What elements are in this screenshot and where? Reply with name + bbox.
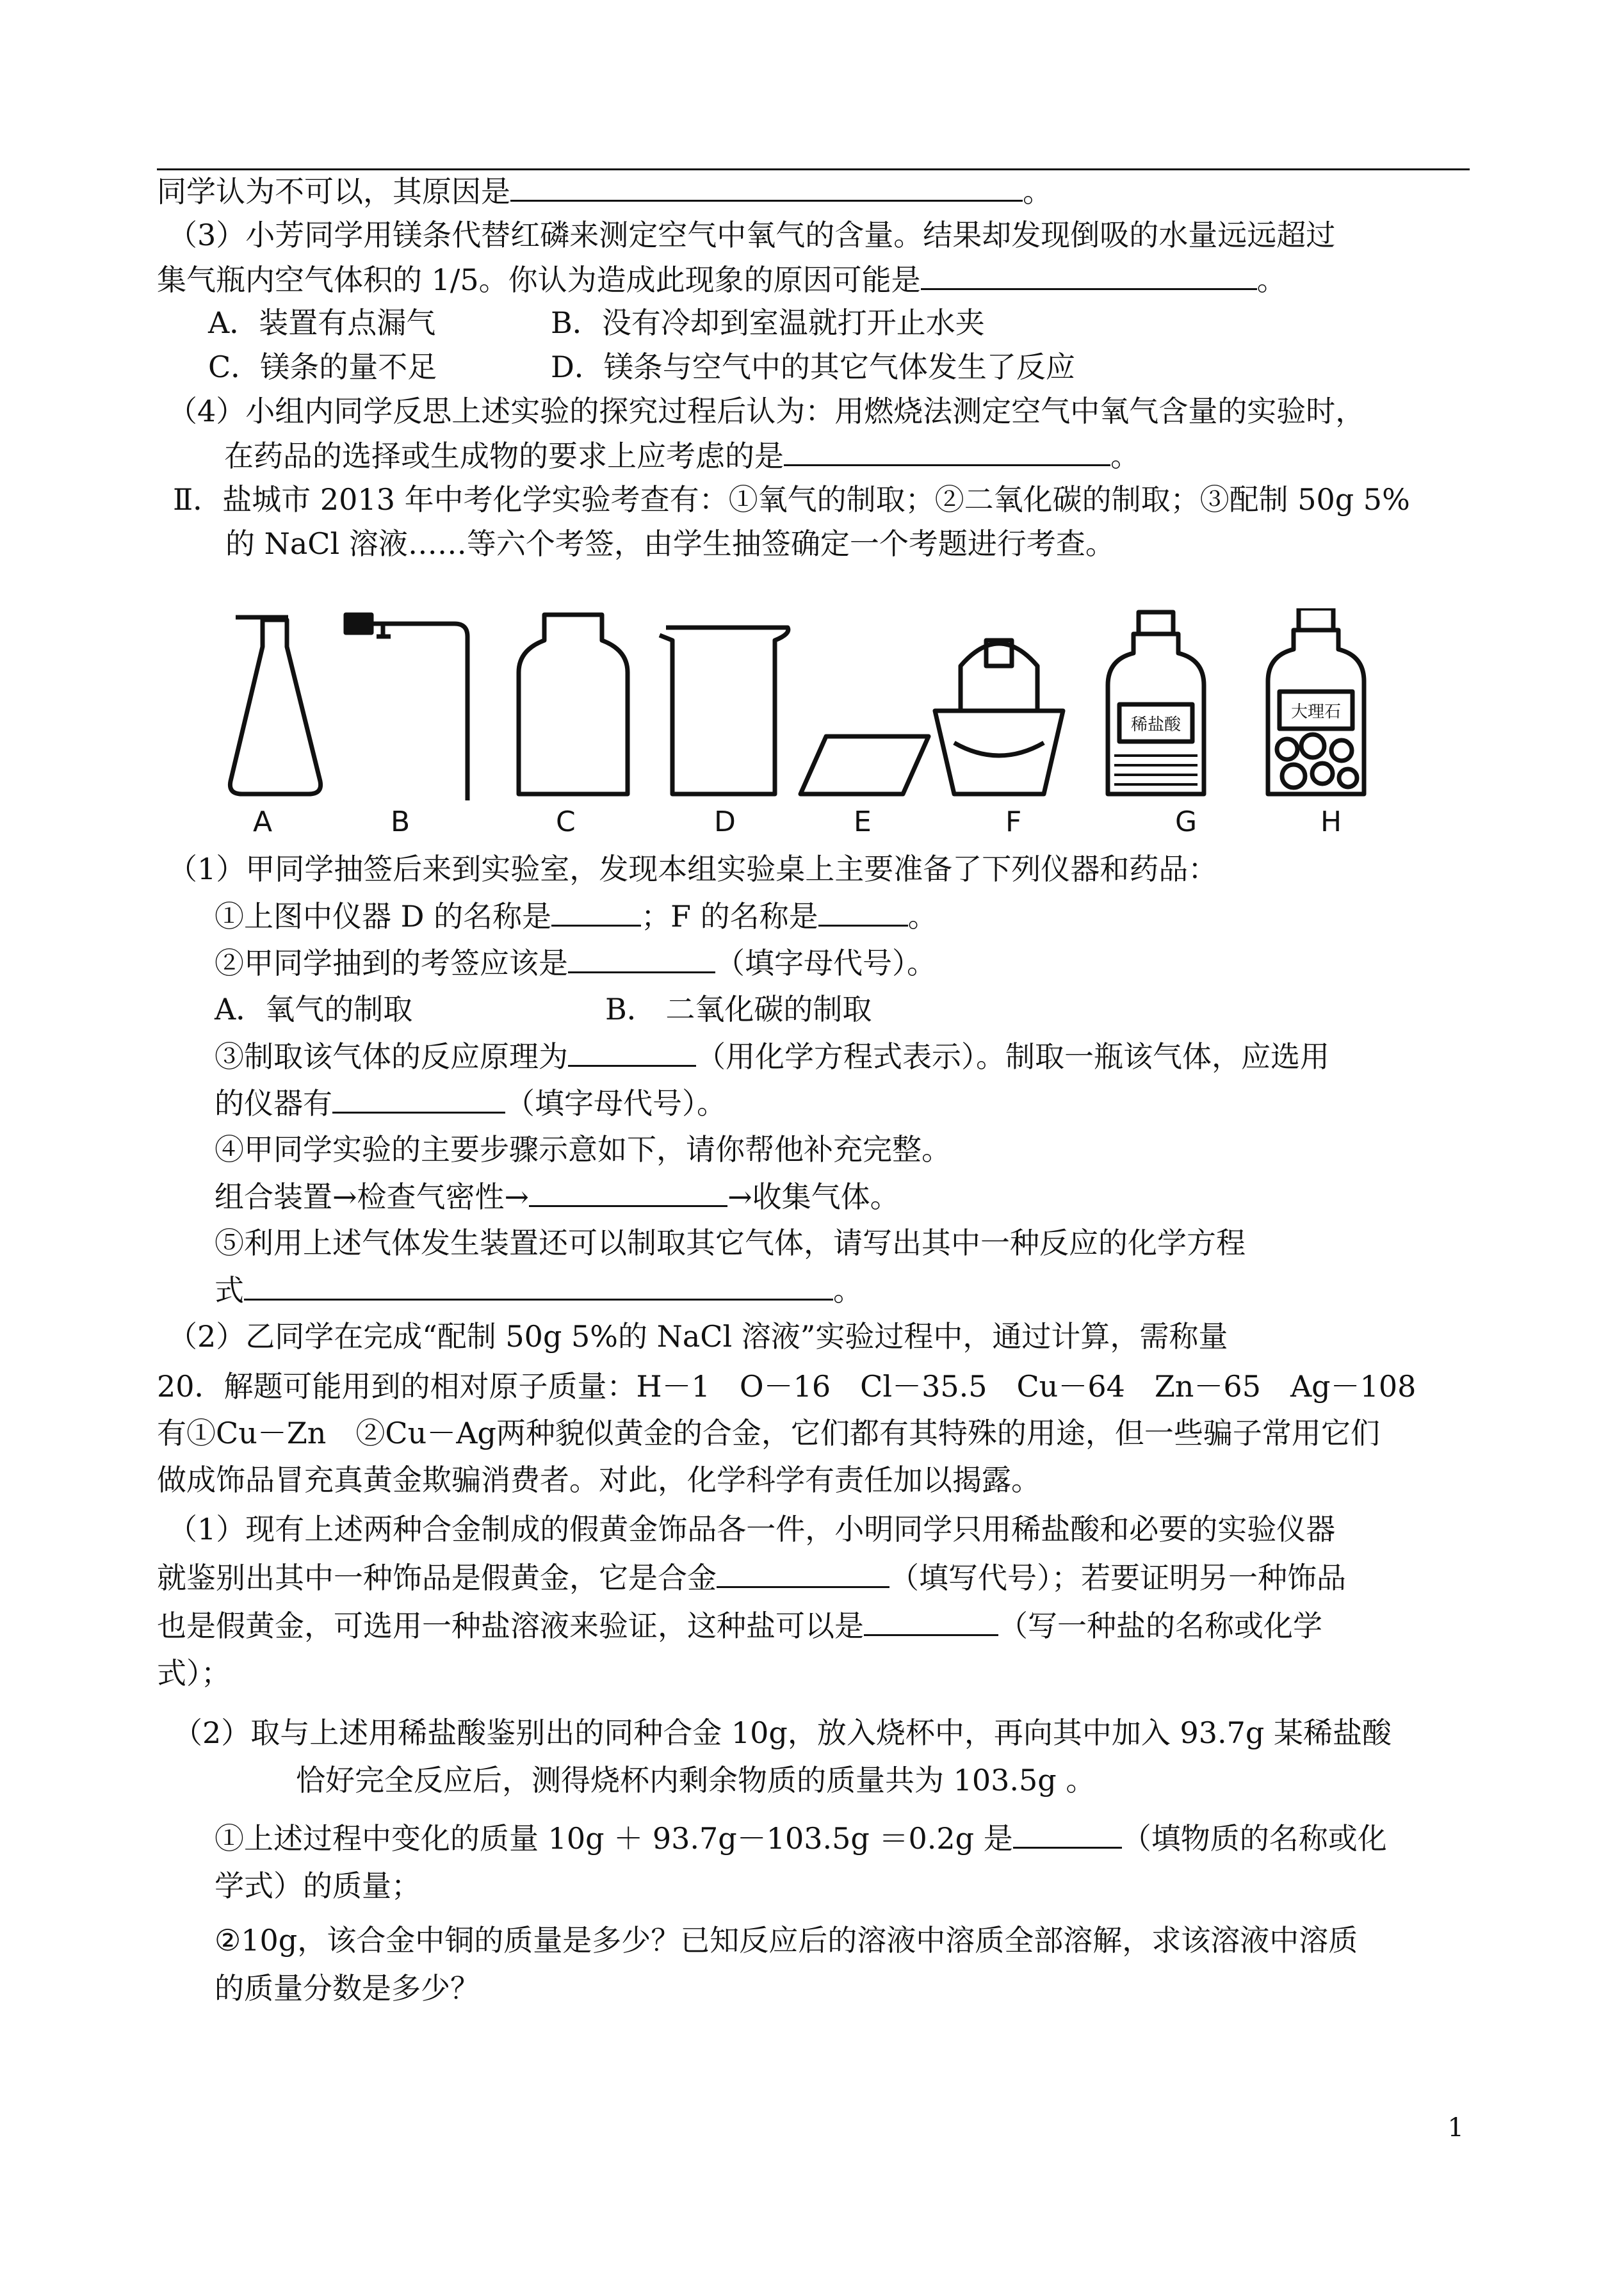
figure-label-e: E <box>854 806 872 838</box>
basket-stand-icon <box>935 640 1063 794</box>
question-ii-1-1 <box>215 896 938 936</box>
answer-blank[interactable] <box>568 943 715 973</box>
glass-slide-icon <box>800 736 929 794</box>
question-ii-1-3-cont <box>215 1083 726 1123</box>
text: （用化学方程式表示）。制取一瓶该气体，应选用 <box>696 1039 1329 1074</box>
gas-jar-icon <box>519 615 628 794</box>
bottle-g-label: 稀盐酸 <box>1130 715 1181 734</box>
text: 。 <box>907 899 938 934</box>
question-ii-1-5: ⑤利用上述气体发生装置还可以制取其它气体，请写出其中一种反应的化学方程 <box>215 1226 1246 1260</box>
problem-20-1-cont2 <box>157 1606 1322 1645</box>
text: 的仪器有 <box>215 1086 332 1121</box>
answer-blank[interactable] <box>818 896 908 927</box>
question-ii-1-5-cont <box>215 1270 863 1310</box>
text: 式 <box>215 1273 244 1308</box>
question-4-cont <box>224 436 1140 475</box>
question-3-cont <box>157 260 1287 299</box>
text: ；F 的名称是 <box>641 899 818 934</box>
answer-blank[interactable] <box>717 1558 889 1588</box>
delivery-tube-icon <box>346 615 467 800</box>
answer-blank[interactable] <box>551 896 641 927</box>
problem-20-2-2: ②10g，该合金中铜的质量是多少？已知反应后的溶液中溶质全部溶解，求该溶液中溶质 <box>215 1923 1358 1958</box>
bottle-h-label: 大理石 <box>1290 702 1342 722</box>
text: 同学认为不可以，其原因是 <box>157 174 510 209</box>
answer-blank[interactable] <box>784 436 1110 466</box>
text: 。 <box>1023 174 1052 209</box>
text: 就鉴别出其中一种饰品是假黄金，它是合金 <box>157 1561 717 1595</box>
answer-blank[interactable] <box>510 172 1023 202</box>
line-reason <box>157 172 1052 211</box>
answer-blank[interactable] <box>921 260 1257 290</box>
q1-option-b: B． 二氧化碳的制取 <box>605 992 872 1026</box>
problem-20-2-cont: 恰好完全反应后，测得烧杯内剩余物质的质量共为 103.5g 。 <box>296 1763 1096 1797</box>
q1-option-a: A．氧气的制取 <box>215 992 413 1026</box>
figure-label-f: F <box>1005 806 1022 838</box>
question-3: （3）小芳同学用镁条代替红磷来测定空气中氧气的含量。结果却发现倒吸的水量远远超过 <box>168 218 1336 252</box>
figure-label-h: H <box>1320 806 1342 838</box>
text: ②甲同学抽到的考签应该是 <box>215 946 568 980</box>
problem-20-1: （1）现有上述两种合金制成的假黄金饰品各一件，小明同学只用稀盐酸和必要的实验仪器 <box>168 1512 1336 1546</box>
text: 在药品的选择或生成物的要求上应考虑的是 <box>224 439 784 473</box>
problem-20-2-1-cont: 学式）的质量； <box>215 1869 421 1903</box>
section-ii: Ⅱ．盐城市 2013 年中考化学实验考查有：①氧气的制取；②二氧化碳的制取；③配制 50g 5% <box>173 482 1410 517</box>
text: 。 <box>1110 439 1140 473</box>
question-ii-1-4: ④甲同学实验的主要步骤示意如下，请你帮他补充完整。 <box>215 1132 951 1167</box>
text: （填字母代号）。 <box>505 1086 726 1121</box>
option-a: A．装置有点漏气 <box>208 305 436 340</box>
erlenmeyer-flask-icon <box>230 617 320 794</box>
reagent-bottle-h-icon <box>1268 608 1364 794</box>
problem-20-1-cont3: 式）； <box>157 1656 231 1691</box>
figure-label-d: D <box>714 806 736 838</box>
problem-20-1-cont <box>157 1558 1346 1597</box>
text: （填写代号）；若要证明另一种饰品 <box>889 1561 1346 1595</box>
question-ii-1: （1）甲同学抽签后来到实验室，发现本组实验桌上主要准备了下列仪器和药品： <box>168 852 1218 886</box>
text: ③制取该气体的反应原理为 <box>215 1039 568 1074</box>
answer-blank[interactable] <box>1013 1819 1122 1849</box>
text: （写一种盐的名称或化学 <box>998 1609 1322 1643</box>
option-c: C．镁条的量不足 <box>208 350 437 384</box>
text: （填物质的名称或化 <box>1121 1821 1387 1856</box>
text: 组合装置→检查气密性→ <box>215 1180 530 1214</box>
answer-blank[interactable] <box>332 1083 505 1114</box>
question-ii-2: （2）乙同学在完成“配制 50g 5%的 NaCl 溶液”实验过程中，通过计算，需称量 <box>168 1319 1228 1354</box>
text: 。 <box>833 1273 863 1308</box>
figure-label-c: C <box>556 806 576 838</box>
text: 也是假黄金，可选用一种盐溶液来验证，这种盐可以是 <box>157 1609 864 1643</box>
figure-label-g: G <box>1175 806 1198 838</box>
text: 集气瓶内空气体积的 1/5。你认为造成此现象的原因可能是 <box>157 263 921 297</box>
figure-label-b: B <box>391 806 410 838</box>
text: ①上述过程中变化的质量 10g ＋ 93.7g－103.5g ＝0.2g 是 <box>215 1821 1013 1856</box>
option-b: B．没有冷却到室温就打开止水夹 <box>551 305 985 340</box>
reagent-bottle-g-icon <box>1108 612 1204 794</box>
question-ii-1-3 <box>215 1037 1329 1076</box>
question-ii-1-4-steps <box>215 1177 900 1216</box>
answer-blank[interactable] <box>529 1177 727 1207</box>
top-rule <box>157 168 1470 170</box>
answer-blank[interactable] <box>244 1270 833 1301</box>
problem-20-intro-cont: 做成饰品冒充真黄金欺骗消费者。对此，化学科学有责任加以揭露。 <box>157 1463 1041 1497</box>
beaker-icon <box>660 628 788 794</box>
text: →收集气体。 <box>727 1180 900 1214</box>
problem-20-intro: 有①Cu－Zn ②Cu－Ag两种貌似黄金的合金，它们都有其特殊的用途，但一些骗子常用它们 <box>157 1416 1380 1450</box>
question-4: （4）小组内同学反思上述实验的探究过程后认为：用燃烧法测定空气中氧气含量的实验时， <box>168 394 1365 428</box>
problem-20: 20．解题可能用到的相对原子质量：H－1 O－16 Cl－35.5 Cu－64 Zn－65 Ag－108 <box>157 1369 1417 1404</box>
problem-20-2-1 <box>215 1819 1387 1858</box>
answer-blank[interactable] <box>864 1606 998 1636</box>
figure-label-a: A <box>253 806 273 838</box>
text: 。 <box>1256 263 1287 297</box>
answer-blank[interactable] <box>568 1037 696 1067</box>
question-ii-1-2 <box>215 943 936 982</box>
problem-20-2-2-cont: 的质量分数是多少？ <box>215 1971 480 2006</box>
text: ①上图中仪器 D 的名称是 <box>215 899 552 934</box>
section-ii-cont: 的 NaCl 溶液……等六个考签，由学生抽签确定一个考题进行考查。 <box>225 526 1115 561</box>
problem-20-2: （2）取与上述用稀盐酸鉴别出的同种合金 10g，放入烧杯中，再向其中加入 93.7g 某稀盐酸 <box>173 1715 1392 1750</box>
page-number: 1 <box>1447 2113 1464 2143</box>
text: （填字母代号）。 <box>715 946 936 980</box>
option-d: D．镁条与空气中的其它气体发生了反应 <box>551 350 1075 384</box>
